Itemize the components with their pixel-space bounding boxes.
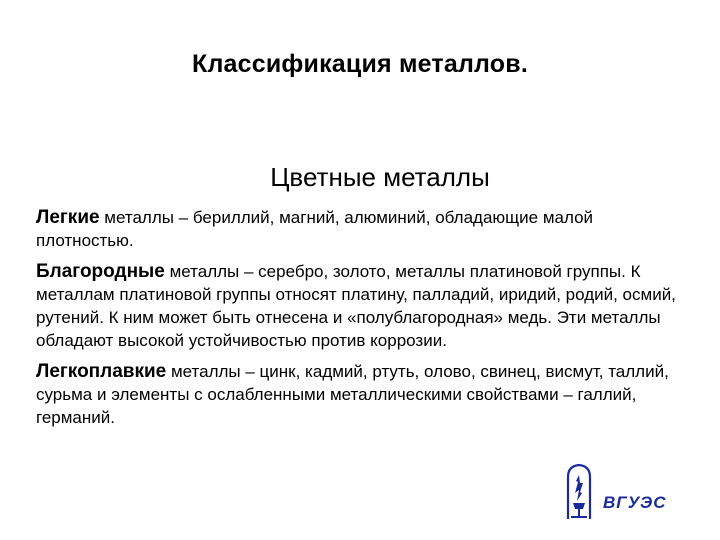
term-light: Легкие xyxy=(36,207,100,228)
logo xyxy=(565,463,685,523)
paragraph-fusible-metals xyxy=(36,360,686,429)
paragraph-light-metals xyxy=(36,206,686,252)
slide-title: Классификация металлов. xyxy=(192,50,528,78)
paragraph-noble-metals xyxy=(36,260,686,352)
logo-text: ВГУЭС xyxy=(603,493,667,512)
paragraph-text: металлы – цинк, кадмий, ртуть, олово, свинец, висмут, таллий, сурьма и элементы с ослабленными металлическими свойствами – галлий, германий. xyxy=(36,362,669,427)
content-body xyxy=(36,206,686,437)
section-heading: Цветные металлы xyxy=(270,162,490,192)
paragraph-text: металлы – бериллий, магний, алюминий, обладающие малой плотностью. xyxy=(36,208,594,250)
term-noble: Благородные xyxy=(36,261,165,282)
term-fusible: Легкоплавкие xyxy=(36,361,167,382)
paragraph-text: металлы – серебро, золото, металлы платиновой группы. К металлам платиновой группы относят платину, палладий, иридий, родий, осмий, рутений. К ним может быть отнесена и «полублагородная» медь. Эти металлы обладают высокой устойчивостью против коррозии. xyxy=(36,262,676,350)
university-emblem-icon xyxy=(565,463,593,521)
